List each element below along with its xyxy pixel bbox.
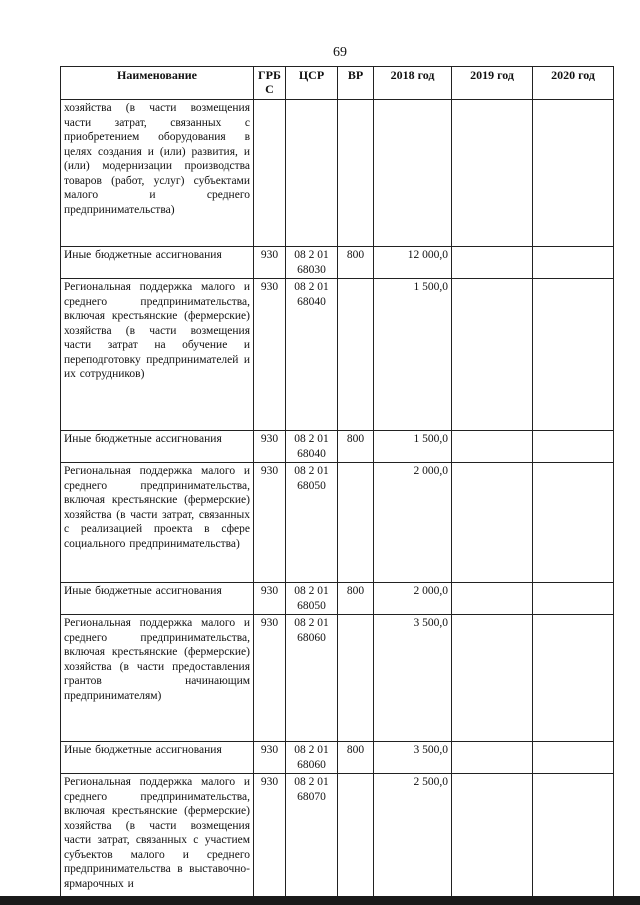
row-grbs: 930 xyxy=(254,279,286,431)
row-grbs: 930 xyxy=(254,742,286,774)
row-name: Региональная поддержка малого и среднего предпринимательства, включая крестьянские (фермерские) хозяйства (в части предоставления грантов начинающим предпринимателям) xyxy=(61,615,254,742)
row-name: Региональная поддержка малого и среднего предпринимательства, включая крестьянские (фермерские) хозяйства (в части затрат, связанных с реализацией проекта в сфере социального предпринимательства) xyxy=(61,463,254,583)
table-row xyxy=(61,742,614,774)
row-2019 xyxy=(452,247,533,279)
row-csr: 08 2 01 68030 xyxy=(286,247,338,279)
row-2019 xyxy=(452,279,533,431)
row-2019 xyxy=(452,463,533,583)
header-vr: ВР xyxy=(338,67,374,100)
row-2019 xyxy=(452,583,533,615)
table-row xyxy=(61,431,614,463)
row-2019 xyxy=(452,774,533,902)
row-csr: 08 2 01 68050 xyxy=(286,583,338,615)
row-vr xyxy=(338,615,374,742)
row-name: Региональная поддержка малого и среднего предпринимательства, включая крестьянские (фермерские) хозяйства (в части возмещения части затрат, связанных с участием субъектов малого и среднего предпринимательства в выставочно-ярмарочных и xyxy=(61,774,254,902)
budget-table xyxy=(60,66,614,902)
row-vr xyxy=(338,100,374,247)
header-csr: ЦСР xyxy=(286,67,338,100)
header-2019: 2019 год xyxy=(452,67,533,100)
row-name: Региональная поддержка малого и среднего предпринимательства, включая крестьянские (фермерские) хозяйства (в части возмещения части затрат на обучение и переподготовку предпринимателей и их сотрудников) xyxy=(61,279,254,431)
row-grbs: 930 xyxy=(254,463,286,583)
row-2020 xyxy=(533,247,614,279)
row-vr: 800 xyxy=(338,742,374,774)
row-csr: 08 2 01 68040 xyxy=(286,431,338,463)
table-row xyxy=(61,463,614,583)
row-name: Иные бюджетные ассигнования xyxy=(61,742,254,774)
table-row xyxy=(61,615,614,742)
scan-bottom-edge xyxy=(0,896,640,905)
row-grbs: 930 xyxy=(254,615,286,742)
row-grbs: 930 xyxy=(254,774,286,902)
row-vr xyxy=(338,774,374,902)
table-row xyxy=(61,279,614,431)
row-2018: 1 500,0 xyxy=(374,279,452,431)
row-grbs: 930 xyxy=(254,583,286,615)
row-vr xyxy=(338,279,374,431)
row-2020 xyxy=(533,583,614,615)
row-2019 xyxy=(452,742,533,774)
table-body xyxy=(61,100,614,902)
row-grbs: 930 xyxy=(254,247,286,279)
row-2018: 2 500,0 xyxy=(374,774,452,902)
row-2020 xyxy=(533,100,614,247)
row-2020 xyxy=(533,279,614,431)
row-vr xyxy=(338,463,374,583)
header-grbs: ГРБ С xyxy=(254,67,286,100)
header-2018: 2018 год xyxy=(374,67,452,100)
row-grbs xyxy=(254,100,286,247)
row-2018: 1 500,0 xyxy=(374,431,452,463)
row-2020 xyxy=(533,431,614,463)
table-row xyxy=(61,247,614,279)
row-name: хозяйства (в части возмещения части затрат, связанных с приобретением оборудования в целях создания и (или) развития, и (или) модернизации производства товаров (работ, услуг) субъектами малого и среднего предпринимательства) xyxy=(61,100,254,247)
row-csr: 08 2 01 68070 xyxy=(286,774,338,902)
row-grbs: 930 xyxy=(254,431,286,463)
row-name: Иные бюджетные ассигнования xyxy=(61,583,254,615)
row-name: Иные бюджетные ассигнования xyxy=(61,247,254,279)
header-name: Наименование xyxy=(61,67,254,100)
row-2018: 3 500,0 xyxy=(374,615,452,742)
row-vr: 800 xyxy=(338,431,374,463)
row-2019 xyxy=(452,431,533,463)
row-csr xyxy=(286,100,338,247)
row-2020 xyxy=(533,774,614,902)
row-2018 xyxy=(374,100,452,247)
table-row xyxy=(61,774,614,902)
row-csr: 08 2 01 68050 xyxy=(286,463,338,583)
row-2018: 2 000,0 xyxy=(374,463,452,583)
table-row xyxy=(61,583,614,615)
row-2020 xyxy=(533,463,614,583)
header-2020: 2020 год xyxy=(533,67,614,100)
row-2019 xyxy=(452,100,533,247)
row-name: Иные бюджетные ассигнования xyxy=(61,431,254,463)
row-csr: 08 2 01 68040 xyxy=(286,279,338,431)
row-vr: 800 xyxy=(338,583,374,615)
row-csr: 08 2 01 68060 xyxy=(286,615,338,742)
page-number: 69 xyxy=(333,45,347,60)
row-vr: 800 xyxy=(338,247,374,279)
row-2020 xyxy=(533,615,614,742)
table-row xyxy=(61,100,614,247)
row-2018: 3 500,0 xyxy=(374,742,452,774)
row-2018: 12 000,0 xyxy=(374,247,452,279)
row-2019 xyxy=(452,615,533,742)
row-2018: 2 000,0 xyxy=(374,583,452,615)
row-csr: 08 2 01 68060 xyxy=(286,742,338,774)
row-2020 xyxy=(533,742,614,774)
table-header-row xyxy=(61,67,614,100)
